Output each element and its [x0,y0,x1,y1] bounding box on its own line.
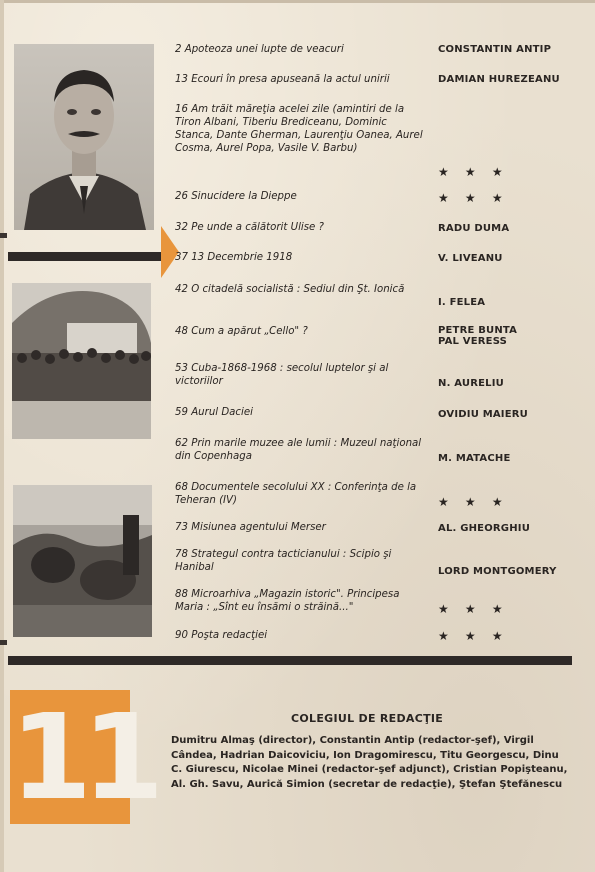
toc-author: I. FELEA [438,297,486,308]
group-photo [13,485,152,637]
issue-number: 11 [10,688,155,826]
toc-title: 62 Prin marile muzee ale lumii : Muzeul naţional din Copenhaga [175,438,422,462]
bottom-divider-bar [8,656,572,665]
portrait-photo [14,44,154,230]
left-edge [0,0,4,872]
toc-title: 53 Cuba-1868-1968 : secolul luptelor şi al victoriilor [175,363,389,387]
toc-title: 37 13 Decembrie 1918 [175,252,293,263]
toc-author: PETRE BUNTA PAL VERESS [438,325,518,347]
toc-author: ★ ★ ★ [438,495,509,509]
toc-title: 90 Poşta redacţiei [175,630,268,641]
toc-title: 59 Aurul Daciei [175,407,253,418]
toc-author: AL. GHEORGHIU [438,523,531,534]
committee-title: COLEGIUL DE REDACŢIE [291,712,444,725]
toc-title: 42 O citadelă socialistă : Sediul din Şt. Ionică [175,284,405,295]
crowd-photo [12,283,151,439]
toc-title: 32 Pe unde a călătorit Ulise ? [175,222,324,233]
committee-members: Dumitru Almaş (director), Constantin Antip (redactor-şef), Virgil Cândea, Hadrian Daicoviciu, Ion Dragomirescu, Titu Georgescu, Dinu C. Giurescu, Nicolae Minei (redactor-şef adjunct), Cristian Popişteanu, Al. Gh. Savu, Aurică Simion (secretar de redacţie), Ştefan Ştefănescu [171,735,568,790]
toc-author: V. LIVEANU [438,253,503,264]
toc-author: ★ ★ ★ [438,191,509,205]
edge-mark [0,233,7,238]
toc-title: 26 Sinucidere la Dieppe [175,191,297,202]
toc-author: N. AURELIU [438,378,504,389]
toc-title: 68 Documentele secolului XX : Conferinţa de la Teheran (IV) [175,482,417,506]
toc-author: ★ ★ ★ [438,165,509,179]
toc-title: 13 Ecouri în presa apuseană la actul unirii [175,74,390,85]
toc-author: CONSTANTIN ANTIP [438,44,552,55]
top-edge [0,0,595,3]
toc-author: M. MATACHE [438,453,511,464]
toc-title: 78 Strategul contra tacticianului : Scipio şi Hanibal [175,549,392,573]
toc-author: ★ ★ ★ [438,602,509,616]
toc-author: DAMIAN HUREZEANU [438,74,560,85]
toc-title: 16 Am trăit măreţia acelei zile (amintiri de la Tiron Albani, Tiberiu Brediceanu, Dominic Stanca, Dante Gherman, Laurenţiu Oanea, Aurel Cosma, Aurel Popa, Vasile V. Barbu) [175,104,423,154]
toc-author: ★ ★ ★ [438,629,509,643]
toc-author: LORD MONTGOMERY [438,566,557,577]
toc-title: 48 Cum a apărut „Cello" ? [175,326,308,337]
toc-author: OVIDIU MAIERU [438,409,528,420]
edge-mark [0,640,7,645]
toc-author: RADU DUMA [438,223,510,234]
toc-title: 2 Apoteoza unei lupte de veacuri [175,44,344,55]
divider-bar [8,252,162,261]
toc-title: 88 Microarhiva „Magazin istoric". Principesa Maria : „Sînt eu însămi o străină..." [175,589,400,613]
toc-title: 73 Misiunea agentului Merser [175,522,326,533]
